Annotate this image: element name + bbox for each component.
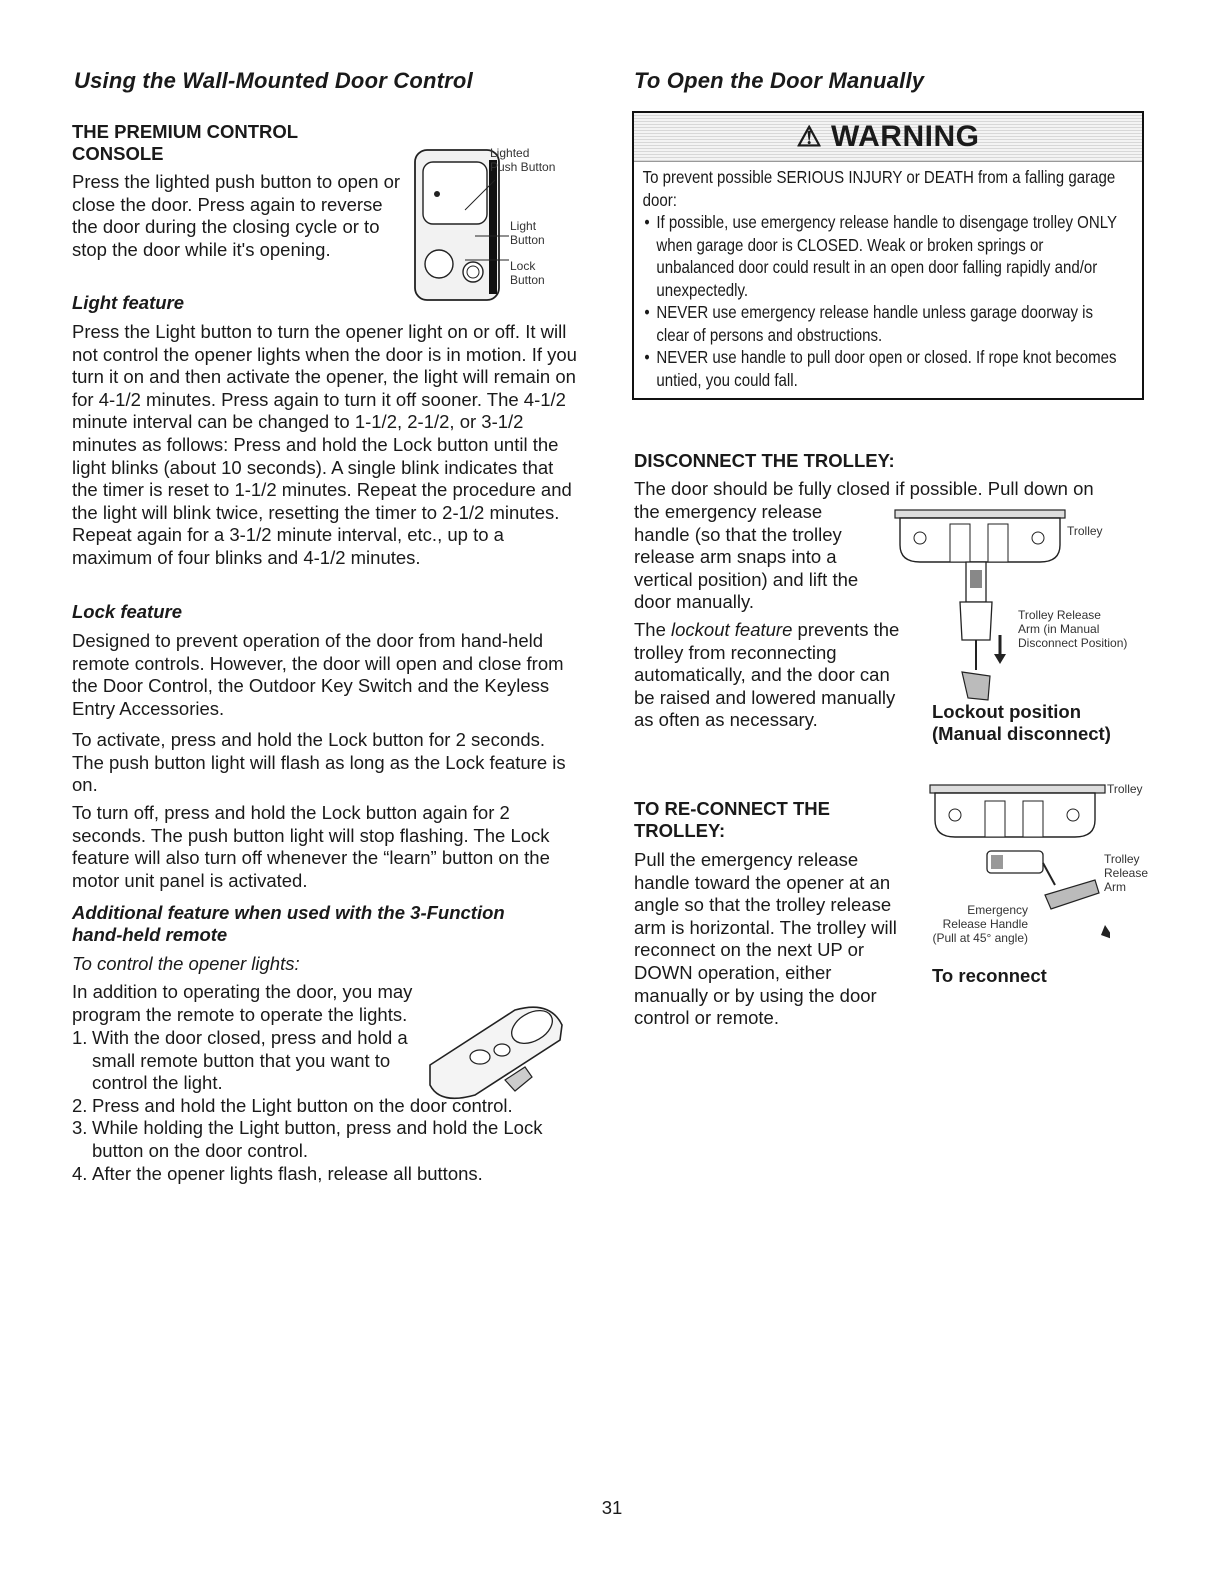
step-item	[72, 1117, 592, 1162]
step-text: After the opener lights flash, release all buttons.	[92, 1162, 483, 1184]
heading-line: TO RE-CONNECT THE	[634, 798, 830, 819]
disconnect-text: the emergency release handle (so that the trolley release arm snaps into a vertical position) and lift the door manually.	[634, 501, 859, 613]
heading-line: hand-held remote	[72, 924, 228, 945]
label-line: Lighted	[490, 146, 530, 160]
lockout-diagram	[890, 500, 1070, 710]
reconnect-caption: To reconnect	[932, 965, 1047, 986]
lockout-text	[634, 619, 912, 732]
console-heading-line2: CONSOLE	[72, 143, 164, 164]
label-line: Push Button	[490, 160, 556, 174]
lockout-pre: The	[634, 619, 666, 640]
heading-line: Additional feature when used with the 3-Function	[72, 902, 505, 923]
diagram1-trolley-label: Trolley	[1067, 524, 1103, 538]
step-number: 1.	[72, 1027, 88, 1048]
warning-bullet	[643, 346, 1125, 391]
lock-feature-heading: Lock feature	[72, 601, 183, 622]
lock-feature-text-1: Designed to prevent operation of the door from hand-held remote controls. However, the door will open and close from the Door Control, the Outdoor Key Switch and the Keyless Entry Accessories.	[72, 630, 564, 719]
warning-bullet	[643, 211, 1125, 301]
right-section-heading: To Open the Door Manually	[634, 68, 925, 93]
label-line: Light	[510, 219, 537, 233]
warning-bullet-text: If possible, use emergency release handle to disengage trolley ONLY when garage door is CLOSED. Weak or broken springs or unbalanced door could result in an open door falling rapidly and/or unexpectedly.	[656, 212, 1117, 300]
warning-title	[797, 120, 980, 153]
step-text: While holding the Light button, press and hold the Lock button on the door control.	[92, 1117, 543, 1161]
bullet-icon: •	[644, 302, 650, 322]
diagram1-release-arm-label	[1018, 608, 1127, 650]
warning-bullet-text: NEVER use handle to pull door open or closed. If rope knot becomes untied, you could fall.	[656, 347, 1117, 390]
label-line: (Pull at 45° angle)	[932, 931, 1028, 945]
warning-bullet-text: NEVER use emergency release handle unless garage doorway is clear of persons and obstructions.	[656, 302, 1094, 345]
step-number: 2.	[72, 1094, 88, 1116]
lock-feature-text-3: To turn off, press and hold the Lock button again for 2 seconds. The push button light will stop flashing. The Lock feature will also turn off whenever the “learn” button on the motor unit panel is activated.	[72, 802, 550, 891]
console-text: Press the lighted push button to open or close the door. Press again to reverse the door during the closing cycle or to stop the door while it's opening.	[72, 171, 401, 260]
left-section-heading: Using the Wall-Mounted Door Control	[74, 68, 473, 93]
lockout-feature-term: lockout feature	[671, 619, 793, 640]
warning-triangle-icon: ⚠	[796, 121, 823, 152]
console-heading-line1: THE PREMIUM CONTROL	[72, 121, 299, 142]
reconnect-heading	[634, 798, 830, 842]
lock-feature-text-2: To activate, press and hold the Lock button for 2 seconds. The push button light will flash as long as the Lock feature is on.	[72, 729, 566, 796]
label-line: Arm (in Manual	[1018, 622, 1100, 636]
lockout-caption	[932, 701, 1111, 745]
step-text: With the door closed, press and hold a small remote button that you want to control the light.	[92, 1027, 408, 1094]
control-lights-subheading: To control the opener lights:	[72, 953, 300, 974]
label-line: Button	[510, 273, 545, 287]
label-line: Lock	[510, 259, 536, 273]
step-number: 4.	[72, 1162, 88, 1184]
disconnect-heading: DISCONNECT THE TROLLEY:	[634, 450, 895, 471]
warning-box	[632, 111, 1144, 400]
label-line: Disconnect Position)	[1018, 636, 1128, 650]
label-line: Button	[510, 233, 545, 247]
steps-list	[72, 1027, 592, 1185]
caption-line: Lockout position	[932, 701, 1082, 722]
bullet-icon: •	[644, 347, 650, 367]
diagram2-release-arm-label	[1104, 852, 1148, 894]
warning-title-text: WARNING	[830, 120, 980, 153]
diagram2-trolley-label: Trolley	[1107, 782, 1143, 796]
lock-button-label	[510, 259, 545, 287]
disconnect-text-first-line: The door should be fully closed if possible. Pull down on	[634, 478, 1094, 499]
caption-line: (Manual disconnect)	[932, 723, 1111, 744]
trolley-lockout-icon	[890, 500, 1070, 710]
step-item	[72, 1095, 592, 1118]
lighted-push-button-label	[490, 146, 555, 174]
warning-header	[634, 113, 1142, 162]
page-number: 31	[601, 1497, 623, 1518]
diagram2-handle-label	[918, 903, 1028, 945]
label-line: Release	[1104, 866, 1149, 880]
warning-bullet	[643, 301, 1125, 346]
reconnect-text: Pull the emergency release handle toward the opener at an angle so that the trolley release arm is horizontal. The trolley will reconnect on the next UP or DOWN operation, either manually or by using the door control or remote.	[634, 849, 897, 1029]
label-line: Emergency	[967, 903, 1028, 917]
step-item	[72, 1163, 592, 1186]
lockout-text-rest: prevents the trolley from reconnecting automatically, and the door can be raised and lowered manually as often as necessary.	[634, 619, 900, 731]
label-line: Release Handle	[942, 917, 1028, 931]
light-feature-text: Press the Light button to turn the opener light on or off. It will not control the opener lights when the door is in motion. If you turn it on and then activate the opener, the light will remain on for 4-1/2 minutes. Press again to turn it off sooner. The 4-1/2 minute interval can be changed to 1-1/2, 2-1/2, or 3-1/2 minutes as follows: Press and hold the Lock button until the light blinks (about 10 seconds). A single blink indicates that the timer is reset to 1-1/2 minutes. Repeat the procedure and the light will blink twice, resetting the timer to 2-1/2 minutes. Repeat again for a 3-1/2 minute interval, etc., up to a maximum of four blinks and 4-1/2 minutes.	[72, 321, 577, 568]
additional-feature-heading	[72, 902, 505, 946]
light-feature-heading: Light feature	[72, 292, 185, 313]
additional-intro-text: In addition to operating the door, you may program the remote to operate the lights.	[72, 981, 413, 1025]
heading-line: TROLLEY:	[634, 820, 726, 841]
step-text: Press and hold the Light button on the door control.	[92, 1094, 513, 1116]
warning-intro: To prevent possible SERIOUS INJURY or DEATH from a falling garage door:	[642, 167, 1116, 210]
step-number: 3.	[72, 1117, 88, 1139]
bullet-icon: •	[644, 212, 650, 232]
light-button-label	[510, 219, 545, 247]
label-line: Trolley	[1104, 852, 1140, 866]
console-heading	[72, 121, 298, 165]
label-line: Arm	[1104, 880, 1126, 894]
step-item	[72, 1027, 422, 1095]
warning-body	[634, 162, 1124, 391]
label-line: Trolley Release	[1018, 608, 1101, 622]
